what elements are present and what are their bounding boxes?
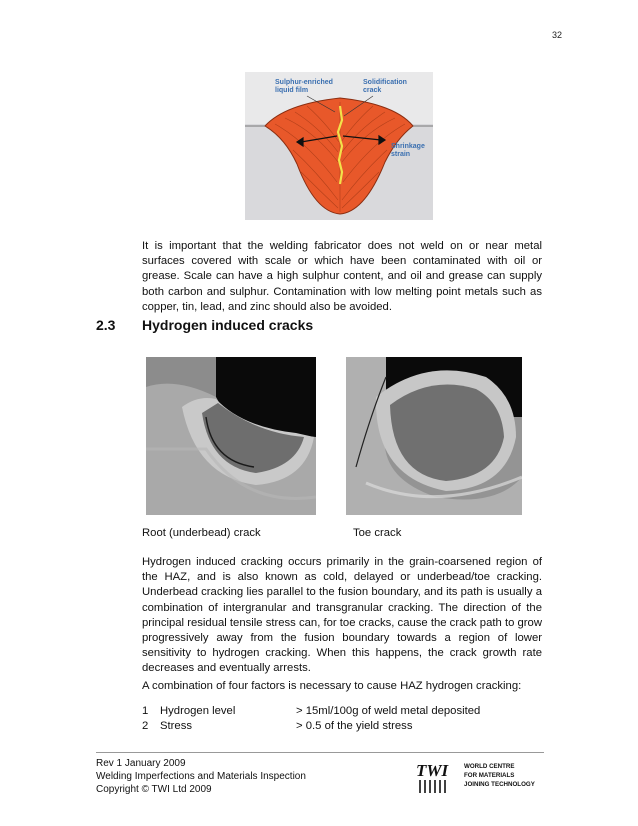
factor-1-value: > 15ml/100g of weld metal deposited: [296, 705, 481, 717]
footer-document-title: Welding Imperfections and Materials Inspection: [96, 771, 306, 782]
twi-logo: [416, 758, 548, 794]
footer-rule: [96, 752, 544, 753]
caption-toe-crack: Toe crack: [353, 527, 402, 539]
footer-revision: Rev 1 January 2009: [96, 758, 186, 769]
section-title: Hydrogen induced cracks: [142, 317, 314, 333]
factor-2-name: Stress: [160, 720, 193, 732]
root-crack-photo: [146, 357, 316, 515]
label-liquid-film: Sulphur-enriched liquid film: [275, 79, 333, 94]
paragraph-contamination: It is important that the welding fabricator does not weld on or near metal surfaces covered with scale or which have been contaminated with oil or grease. Scale can have a high sulphur content, and oil and grease can supply both carbon and sulphur. Contamination with low melting point metals such as copper, tin, lead, and zinc should also be avoided.: [142, 240, 542, 313]
svg-text:WORLD CENTRE FOR MATERIALS: WORLD CENTRE FOR MATERIALS JOINING TECHNOLOGY: [464, 763, 535, 788]
factor-2-number: 2: [142, 720, 149, 732]
label-solidification-crack: Solidification crack: [363, 79, 407, 94]
toe-crack-photo: [346, 357, 522, 515]
solidification-crack-figure: [245, 72, 433, 220]
paragraph-four-factors: A combination of four factors is necessary to cause HAZ hydrogen cracking:: [142, 680, 522, 692]
svg-text:TWI: TWI: [416, 761, 449, 780]
caption-root-crack: Root (underbead) crack: [142, 527, 261, 539]
factor-2-value: > 0.5 of the yield stress: [296, 720, 413, 732]
factor-1-name: Hydrogen level: [160, 705, 236, 717]
page-number: 32: [551, 30, 562, 40]
label-shrinkage-strain: Shrinkage strain: [391, 143, 425, 158]
factor-1-number: 1: [142, 705, 149, 717]
paragraph-hydrogen-cracking: Hydrogen induced cracking occurs primarily in the grain-coarsened region of the HAZ, and is also known as cold, delayed or underbead/toe cracking. Underbead cracking lies parallel to the fusion boundary, and its path is usually a combination of intergranular and transgranular cracking. The direction of the principal residual tensile stress can, for toe cracks, cause the crack path to grow progressively away from the fusion boundary towards a region of lower sensitivity to hydrogen cracking. When this happens, the crack growth rate decreases and eventually arrests.: [142, 556, 542, 675]
footer-copyright: Copyright © TWI Ltd 2009: [96, 784, 212, 795]
section-number: 2.3: [96, 317, 116, 333]
